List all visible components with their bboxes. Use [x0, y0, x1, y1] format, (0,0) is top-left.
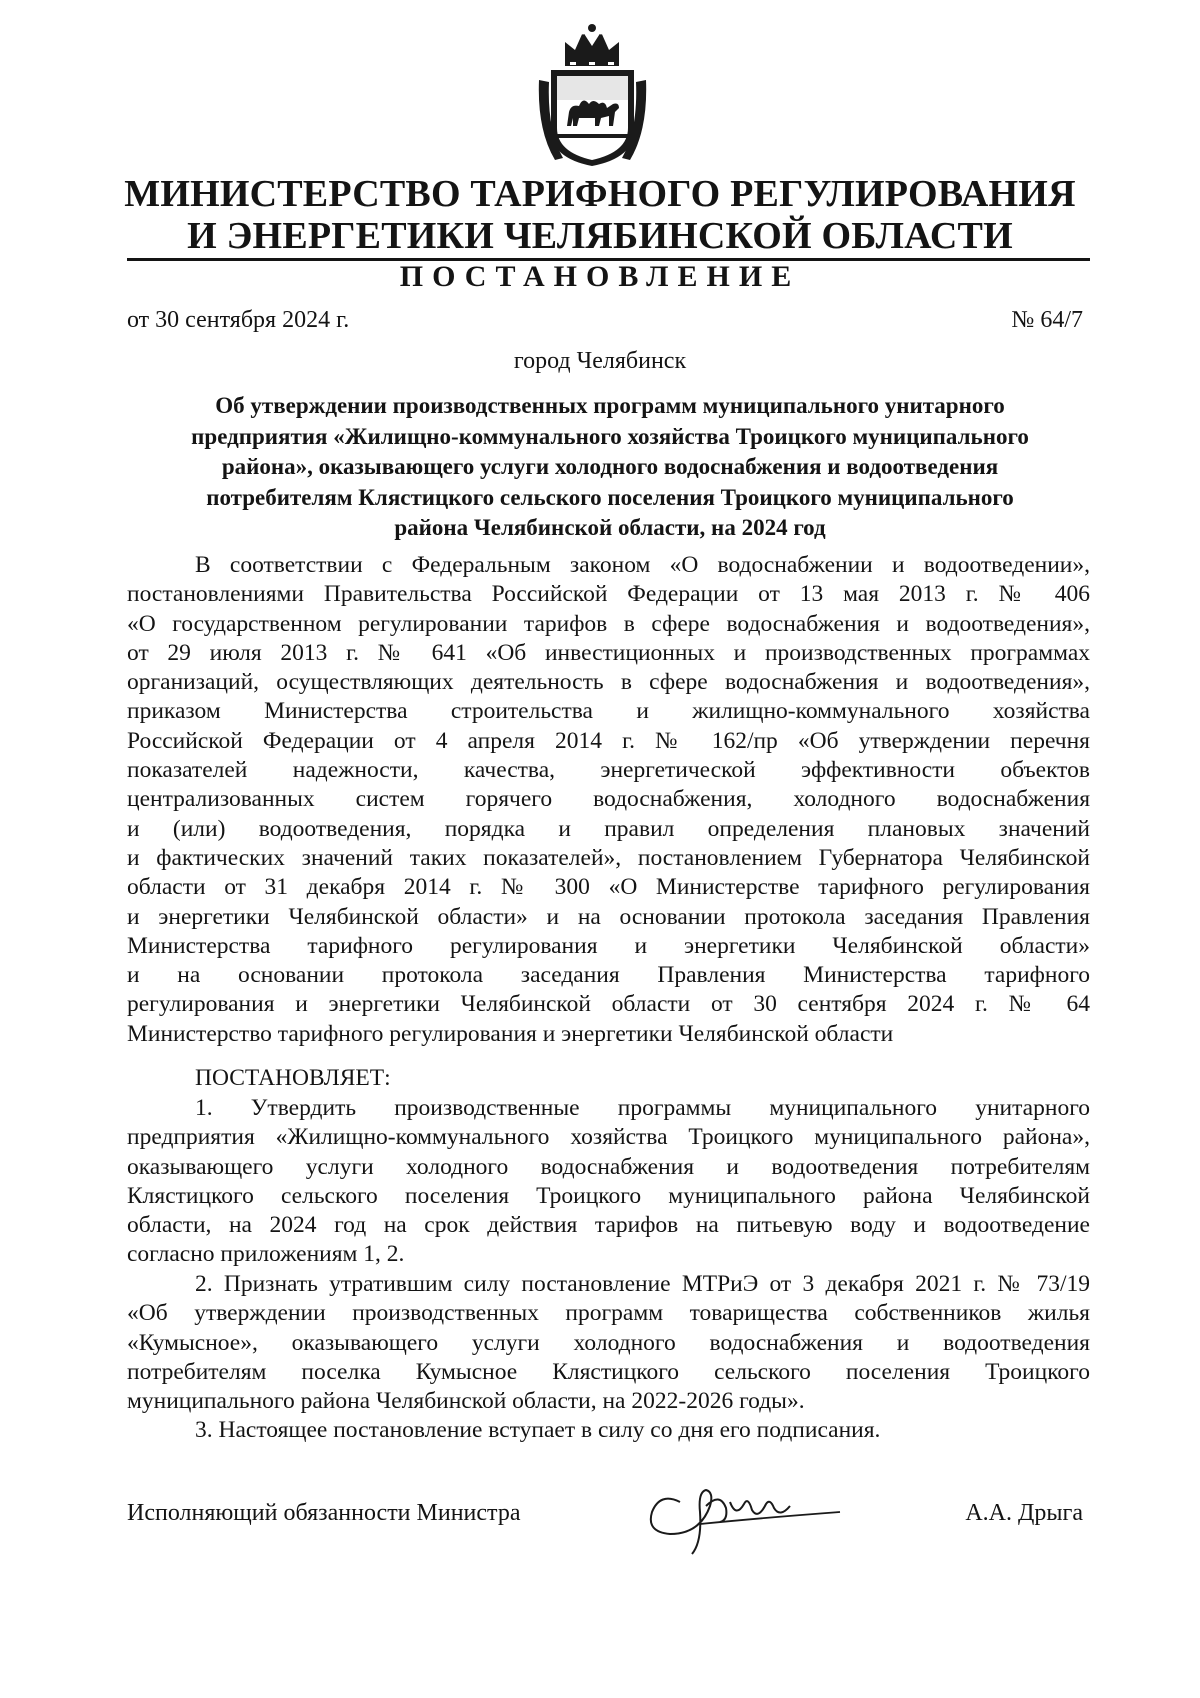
subject-line: района», оказывающего услуги холодного водоснабжения и водоотведения [221, 454, 999, 479]
paragraph-line: муниципального района Челябинской области, на 2022-2026 годы». [127, 1388, 805, 1415]
paragraph-line: области от 31 декабря 2014 г. № 300 «О Министерстве тарифного регулирования [127, 874, 1090, 901]
paragraph-line: Российской Федерации от 4 апреля 2014 г. № 162/пр «Об утверждении перечня [127, 727, 1090, 754]
paragraph-line: организаций, осуществляющих деятельность в сфере водоснабжения и водоотведения», [127, 669, 1090, 696]
document-subject [150, 391, 1070, 544]
document-number: № 64/7 [1011, 307, 1083, 333]
paragraph-line: 2. Признать утратившим силу постановление МТРиЭ от 3 декабря 2021 г. № 73/19 [195, 1271, 1090, 1297]
ministry-title-line-1: МИНИСТЕРСТВО ТАРИФНОГО РЕГУЛИРОВАНИЯ [124, 173, 1076, 215]
paragraph-line: 3. Настоящее постановление вступает в силу со дня его подписания. [195, 1417, 881, 1443]
paragraph-line: Клястицкого сельского поселения Троицкого муниципального района Челябинской [127, 1182, 1090, 1209]
paragraph-line: «Об утверждении производственных программ товарищества собственников жилья [127, 1300, 1090, 1327]
paragraph-line: «Кумысное», оказывающего услуги холодного водоснабжения и водоотведения [127, 1329, 1090, 1356]
paragraph-line: регулирования и энергетики Челябинской области от 30 сентября 2024 г. № 64 [127, 991, 1090, 1018]
subject-line: предприятия «Жилищно-коммунального хозяйства Троицкого муниципального [191, 423, 1029, 449]
paragraph-line: согласно приложениям 1, 2. [127, 1241, 405, 1268]
paragraph-line: предприятия «Жилищно-коммунального хозяйства Троицкого муниципального района», [127, 1124, 1090, 1151]
paragraph-line: Министерство тарифного регулирования и энергетики Челябинской области [127, 1020, 894, 1047]
paragraph-line: и на основании протокола заседания Правления Министерства тарифного [127, 962, 1090, 989]
ministry-title-line-2: И ЭНЕРГЕТИКИ ЧЕЛЯБИНСКОЙ ОБЛАСТИ [187, 215, 1013, 257]
signer-name: А.А. Дрыга [965, 1500, 1083, 1526]
item-3-paragraph [127, 1416, 1090, 1445]
subject-line: района Челябинской области, на 2024 год [394, 515, 826, 540]
paragraph-line: централизованных систем горячего водоснабжения, холодного водоснабжения [127, 786, 1090, 813]
subject-line: Об утверждении производственных программ муниципального унитарного [215, 393, 1005, 418]
paragraph-line: Министерства тарифного регулирования и энергетики Челябинской области» [127, 932, 1090, 959]
document-date: от 30 сентября 2024 г. [127, 307, 350, 333]
paragraph-line: постановлениями Правительства Российской Федерации от 13 мая 2013 г. № 406 [127, 581, 1090, 608]
signer-position: Исполняющий обязанности Министра [127, 1500, 521, 1526]
paragraph-line: потребителям поселка Кумысное Клястицкого сельского поселения Троицкого [127, 1358, 1090, 1385]
paragraph-line: и энергетики Челябинской области» и на основании протокола заседания Правления [127, 903, 1090, 930]
subject-line: потребителям Клястицкого сельского поселения Троицкого муниципального [206, 484, 1014, 510]
paragraph-line: области, на 2024 год на срок действия тарифов на питьевую воду и водоотведение [127, 1212, 1090, 1239]
decree-word [127, 1064, 1090, 1093]
paragraph-line: 1. Утвердить производственные программы муниципального унитарного [195, 1095, 1090, 1121]
paragraph-line: показателей надежности, качества, энергетической эффективности объектов [127, 757, 1090, 784]
paragraph-line: от 29 июля 2013 г. № 641 «Об инвестиционных и производственных программах [127, 639, 1090, 666]
paragraph-line: и (или) водоотведения, порядка и правил определения плановых значений [127, 815, 1090, 842]
document-city: город Челябинск [513, 348, 687, 374]
preamble-paragraph [127, 551, 1090, 1049]
coat-of-arms-emblem [535, 20, 650, 170]
paragraph-line: оказывающего услуги холодного водоснабжения и водоотведения потребителям [127, 1153, 1090, 1180]
paragraph-line: «О государственном регулировании тарифов в сфере водоснабжения и водоотведения», [127, 610, 1090, 637]
paragraph-line: В соответствии с Федеральным законом «О водоснабжении и водоотведении», [195, 552, 1090, 578]
document-type: ПОСТАНОВЛЕНИЕ [399, 260, 801, 293]
item-2-paragraph [127, 1270, 1090, 1416]
decree-line: ПОСТАНОВЛЯЕТ: [195, 1065, 391, 1091]
handwritten-signature [640, 1462, 875, 1562]
item-1-paragraph [127, 1094, 1090, 1270]
paragraph-line: и фактических значений таких показателей», постановлением Губернатора Челябинской [127, 844, 1090, 871]
paragraph-line: приказом Министерства строительства и жилищно-коммунального хозяйства [127, 698, 1090, 725]
